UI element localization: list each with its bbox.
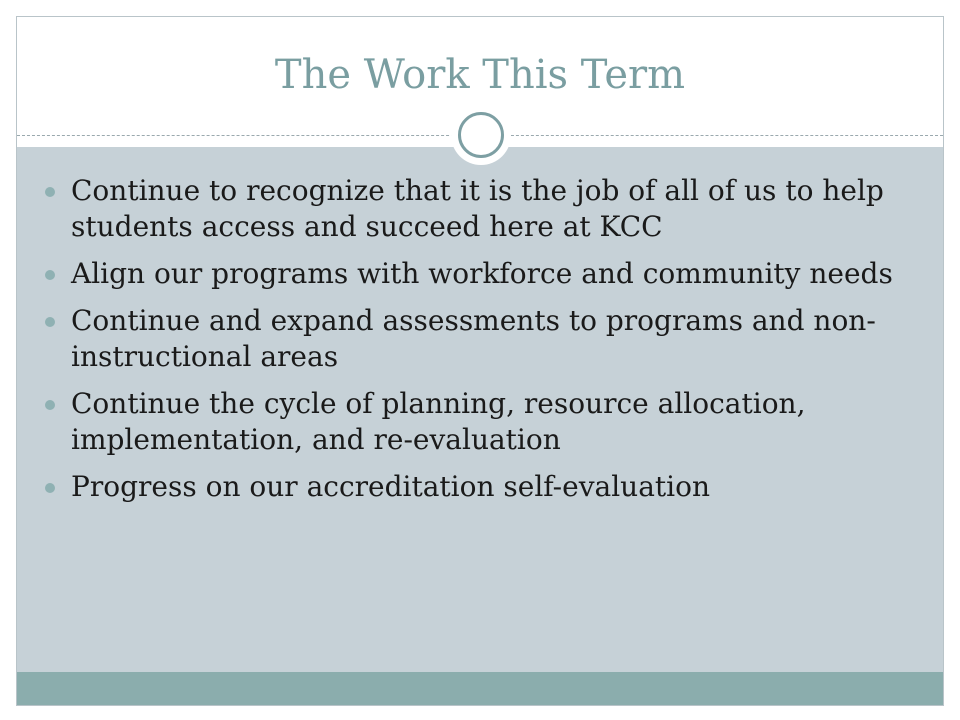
- bullet-dot-icon: [45, 400, 55, 410]
- circle-ring-icon: [451, 105, 511, 165]
- bullet-list: [17, 173, 943, 516]
- footer-band: [17, 672, 943, 705]
- bullet-dot-icon: [45, 317, 55, 327]
- bullet-dot-icon: [45, 483, 55, 493]
- bullet-text: Continue to recognize that it is the job of all of us to help students access and succeed here at KCC: [71, 174, 884, 243]
- bullet-item: [17, 303, 943, 375]
- bullet-text: Continue and expand assessments to programs and non-instructional areas: [71, 304, 876, 373]
- bullet-item: [17, 256, 943, 292]
- bullet-dot-icon: [45, 270, 55, 280]
- bullet-item: [17, 386, 943, 458]
- bullet-text: Continue the cycle of planning, resource allocation, implementation, and re-evaluation: [71, 387, 806, 456]
- bullet-item: [17, 469, 943, 505]
- slide: [16, 16, 944, 706]
- bullet-dot-icon: [45, 187, 55, 197]
- slide-title: The Work This Term: [274, 52, 686, 98]
- ornament-ring: [458, 112, 504, 158]
- bullet-text: Align our programs with workforce and community needs: [71, 257, 893, 290]
- bullet-item: [17, 173, 943, 245]
- bullet-text: Progress on our accreditation self-evaluation: [71, 470, 710, 503]
